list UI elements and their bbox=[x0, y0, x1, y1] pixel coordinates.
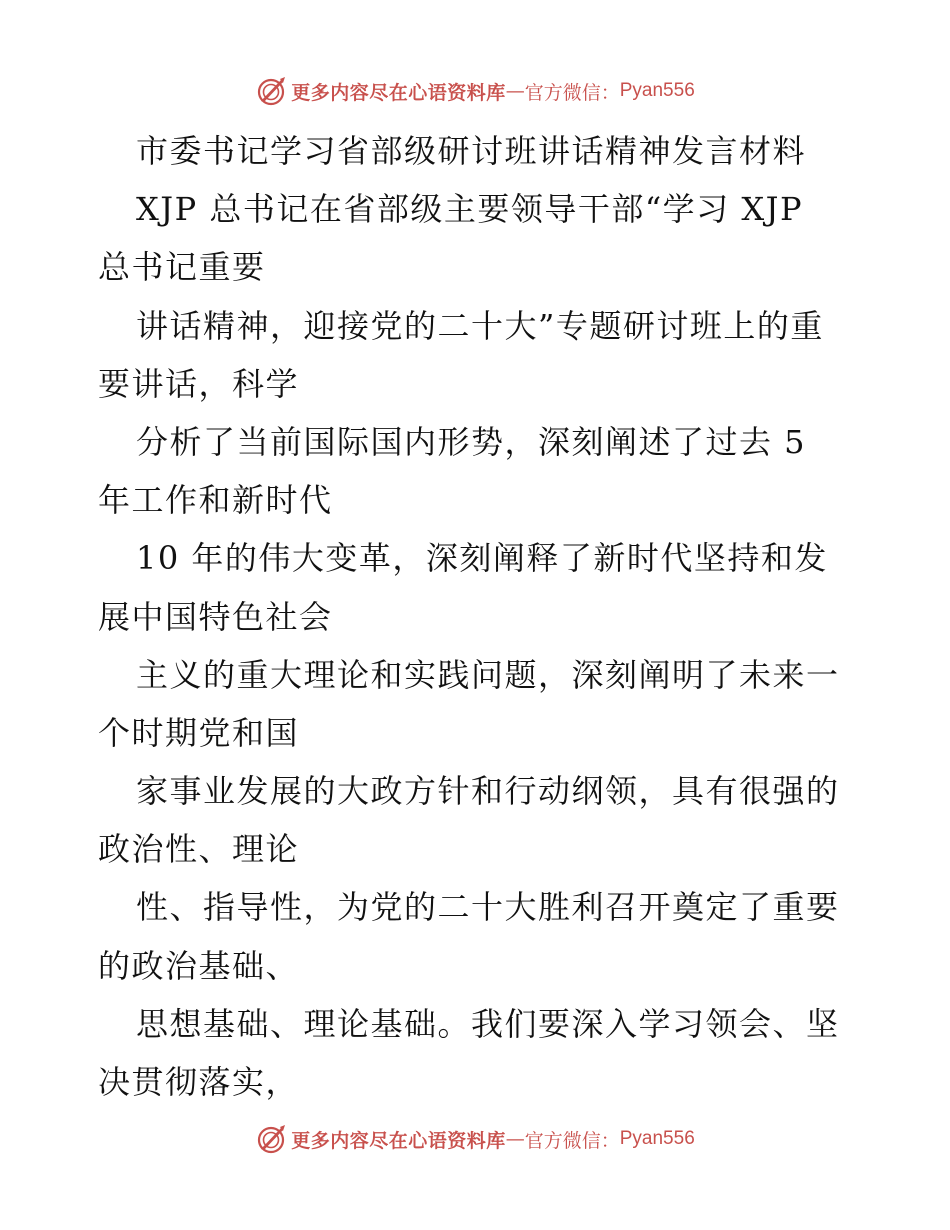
body-line: 总书记重要 bbox=[98, 248, 266, 287]
body-line: 个时期党和国 bbox=[98, 713, 300, 752]
body-line: 10 年的伟大变革，深刻阐释了新时代坚持和发 bbox=[136, 539, 828, 578]
body-line: 年工作和新时代 bbox=[98, 481, 333, 520]
body-line: 思想基础、理论基础。我们要深入学习领会、坚 bbox=[136, 1004, 840, 1043]
body-line: 讲话精神，迎接党的二十大”专题研讨班上的重 bbox=[136, 306, 824, 345]
body-line: 政治性、理论 bbox=[98, 830, 300, 869]
header-wechat-account: Pyan556 bbox=[619, 80, 695, 101]
header-separator: — bbox=[505, 80, 525, 102]
footer-wechat-account: Pyan556 bbox=[619, 1128, 695, 1149]
footer-separator: — bbox=[505, 1128, 525, 1150]
quill-seal-icon bbox=[255, 75, 287, 107]
quill-seal-icon bbox=[255, 1123, 287, 1155]
body-line: 家事业发展的大政方针和行动纲领，具有很强的 bbox=[136, 772, 840, 811]
body-line: XJP 总书记在省部级主要领导干部“学习 XJP bbox=[136, 190, 803, 229]
body-line: 展中国特色社会 bbox=[98, 597, 333, 636]
footer-site-name: 更多内容尽在心语资料库 bbox=[291, 1129, 506, 1152]
body-line: 的政治基础、 bbox=[98, 946, 300, 985]
footer-banner bbox=[0, 1119, 950, 1159]
header-site-name: 更多内容尽在心语资料库 bbox=[291, 81, 506, 104]
body-line: 主义的重大理论和实践问题，深刻阐明了未来一 bbox=[136, 655, 840, 694]
document-body bbox=[98, 122, 858, 1111]
body-line: 分析了当前国际国内形势，深刻阐述了过去 5 bbox=[136, 422, 807, 461]
body-line: 要讲话，科学 bbox=[98, 364, 300, 403]
body-line: 性、指导性，为党的二十大胜利召开奠定了重要 bbox=[136, 888, 840, 927]
header-wechat-label: 官方微信： bbox=[524, 81, 620, 104]
footer-wechat-label: 官方微信： bbox=[524, 1129, 620, 1152]
body-line: 决贯彻落实， bbox=[98, 1063, 300, 1101]
body-line: 市委书记学习省部级研讨班讲话精神发言材料 bbox=[136, 132, 807, 170]
header-banner bbox=[0, 71, 950, 111]
